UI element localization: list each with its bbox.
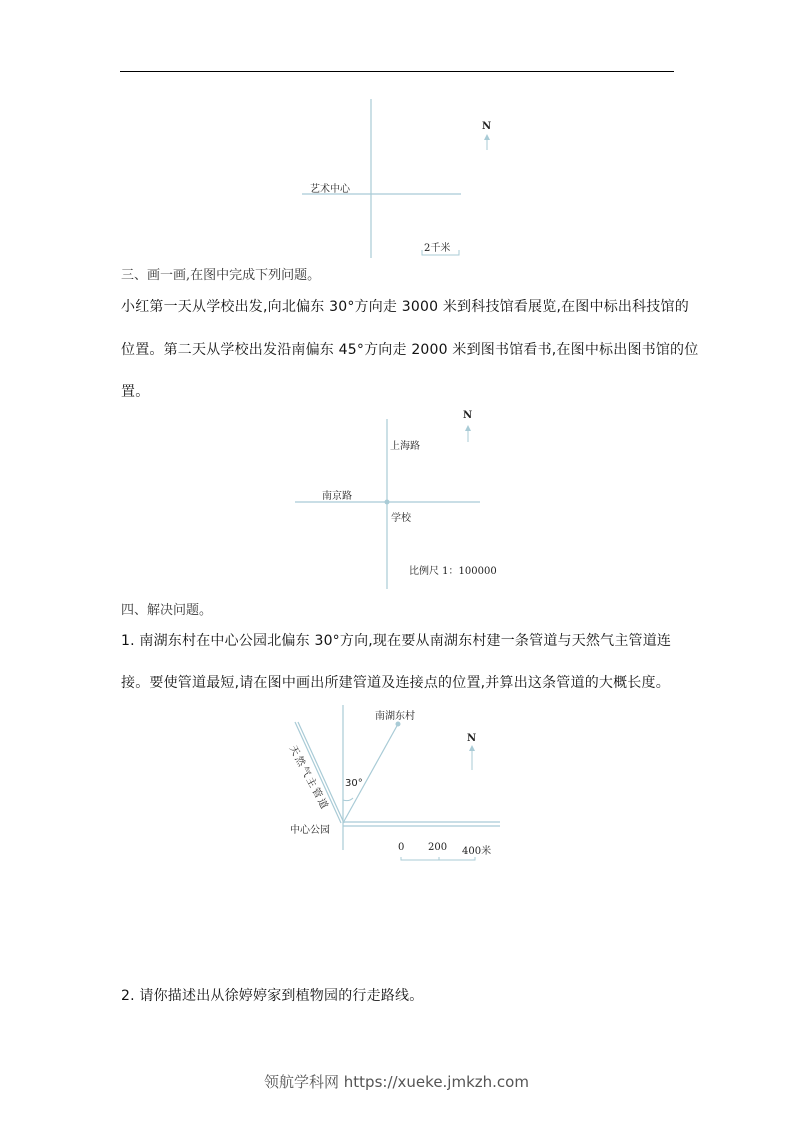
question-1-line-2: 接。要使管道最短,请在图中画出所建管道及连接点的位置,并算出这条管道的大概长度。 xyxy=(121,675,670,691)
scale-tick-400: 400米 xyxy=(462,846,492,857)
scale-tick-0: 0 xyxy=(398,842,405,853)
footer-watermark: 领航学科网 https://xueke.jmkzh.com xyxy=(264,1073,529,1091)
question-1-line-1: 1. 南湖东村在中心公园北偏东 30°方向,现在要从南湖东村建一条管道与天然气主管道连 xyxy=(121,633,672,649)
label-park: 中心公园 xyxy=(290,825,330,836)
section-3-line-3: 置。 xyxy=(121,384,150,400)
section-3-line-1: 小红第一天从学校出发,向北偏东 30°方向走 3000 米到科技馆看展览,在图中标出科技馆的 xyxy=(121,299,689,315)
label-pipeline: 天然气主管道 xyxy=(286,743,331,813)
section-4-heading: 四、解决问题。 xyxy=(121,603,213,618)
north-label: N xyxy=(482,121,492,132)
label-school: 学校 xyxy=(391,513,411,524)
label-shanghai-road: 上海路 xyxy=(390,441,420,452)
label-nanjing-road: 南京路 xyxy=(322,491,352,502)
scale-tick-200: 200 xyxy=(428,842,448,853)
scale-label: 2千米 xyxy=(424,243,451,254)
label-angle: 30° xyxy=(345,778,363,789)
section-3-heading: 三、画一画,在图中完成下列问题。 xyxy=(121,268,321,283)
north-arrow-icon xyxy=(469,745,475,770)
label-village: 南湖东村 xyxy=(375,711,415,722)
question-2: 2. 请你描述出从徐婷婷家到植物园的行走路线。 xyxy=(121,988,424,1004)
north-label: N xyxy=(463,410,473,421)
label-art-center: 艺术中心 xyxy=(310,184,350,195)
north-label: N xyxy=(467,733,477,744)
section-3-line-2: 位置。第二天从学校出发沿南偏东 45°方向走 2000 米到图书馆看书,在图中标出图书馆的位 xyxy=(121,342,699,358)
scale-label: 比例尺 1：100000 xyxy=(409,566,497,577)
